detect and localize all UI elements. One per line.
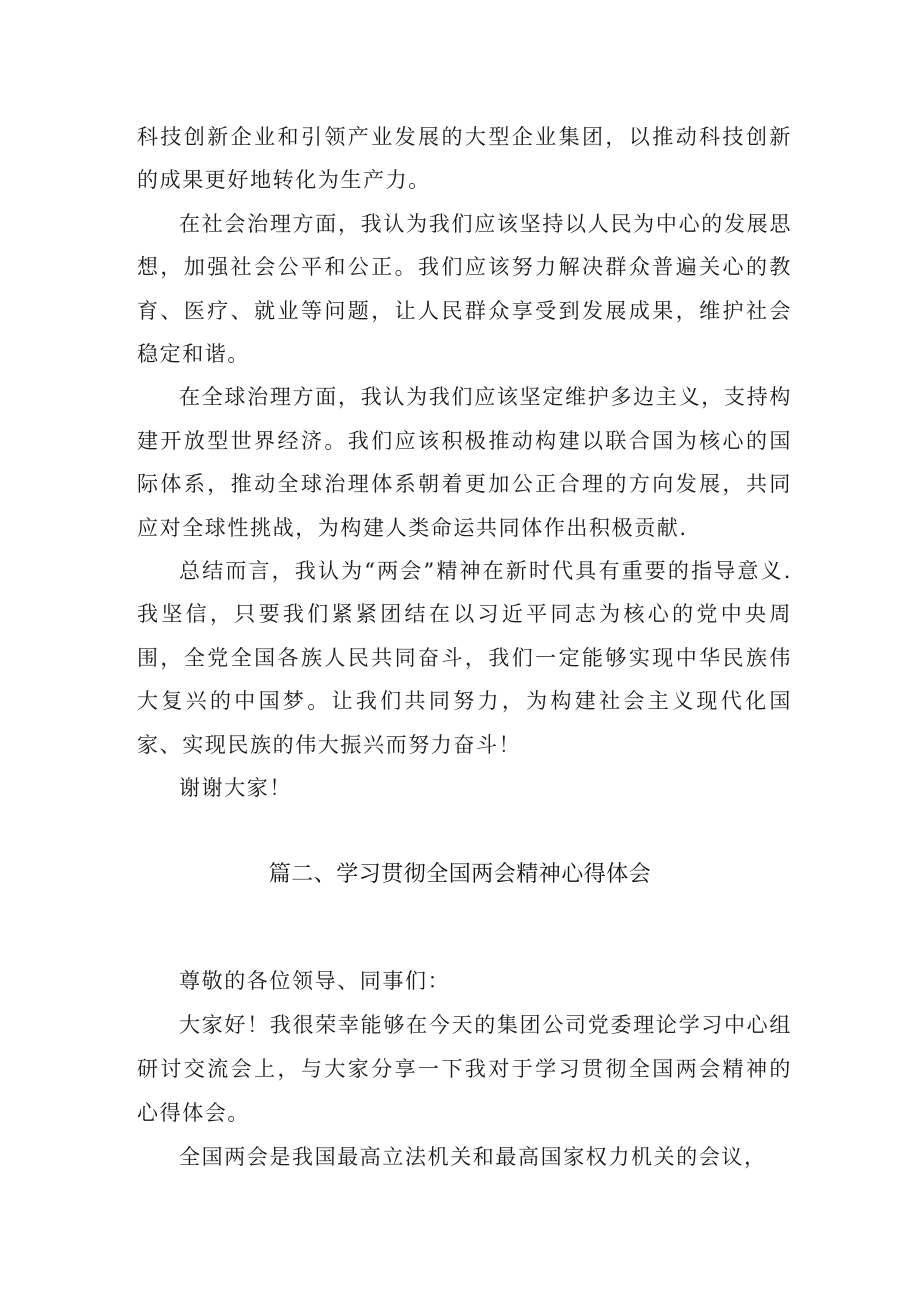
paragraph-thanks: 谢谢大家！ [179, 776, 292, 801]
paragraph-greeting: 大家好！我很荣幸能够在今天的集团公司党委理论学习中心组研讨交流会上，与大家分享一下我对于学习贯彻全国两会精神的心得体会。 [137, 1013, 792, 1125]
paragraph-continuation: 科技创新企业和引领产业发展的大型企业集团，以推动科技创新的成果更好地转化为生产力。 [137, 125, 792, 193]
paragraph-social-governance: 在社会治理方面，我认为我们应该坚持以人民为中心的发展思想，加强社会公平和公正。我们应该努力解决群众普遍关心的教育、医疗、就业等问题，让人民群众享受到发展成果，维护社会稳定和谐。 [137, 211, 792, 367]
article-heading: 篇二、学习贯彻全国两会精神心得体会 [268, 862, 652, 887]
paragraph-salutation: 尊敬的各位领导、同事们： [179, 969, 451, 993]
article-body [137, 959, 792, 1179]
previous-article-body [137, 116, 792, 811]
paragraph-two-sessions: 全国两会是我国最高立法机关和最高国家权力机关的会议， [179, 1145, 767, 1169]
paragraph-conclusion: 总结而言，我认为“两会”精神在新时代具有重要的指导意义.我坚信，只要我们紧紧团结在以习近平同志为核心的党中央周围，全党全国各族人民共同奋斗，我们一定能够实现中华民族伟大复兴的中国梦。让我们共同努力，为构建社会主义现代化国家、实现民族的伟大振兴而努力奋斗！ [137, 559, 792, 757]
paragraph-global-governance: 在全球治理方面，我认为我们应该坚定维护多边主义，支持构建开放型世界经济。我们应该积极推动构建以联合国为核心的国际体系，推动全球治理体系朝着更加公正合理的方向发展，共同应对全球性挑战，为构建人类命运共同体作出积极贡献. [137, 385, 792, 540]
